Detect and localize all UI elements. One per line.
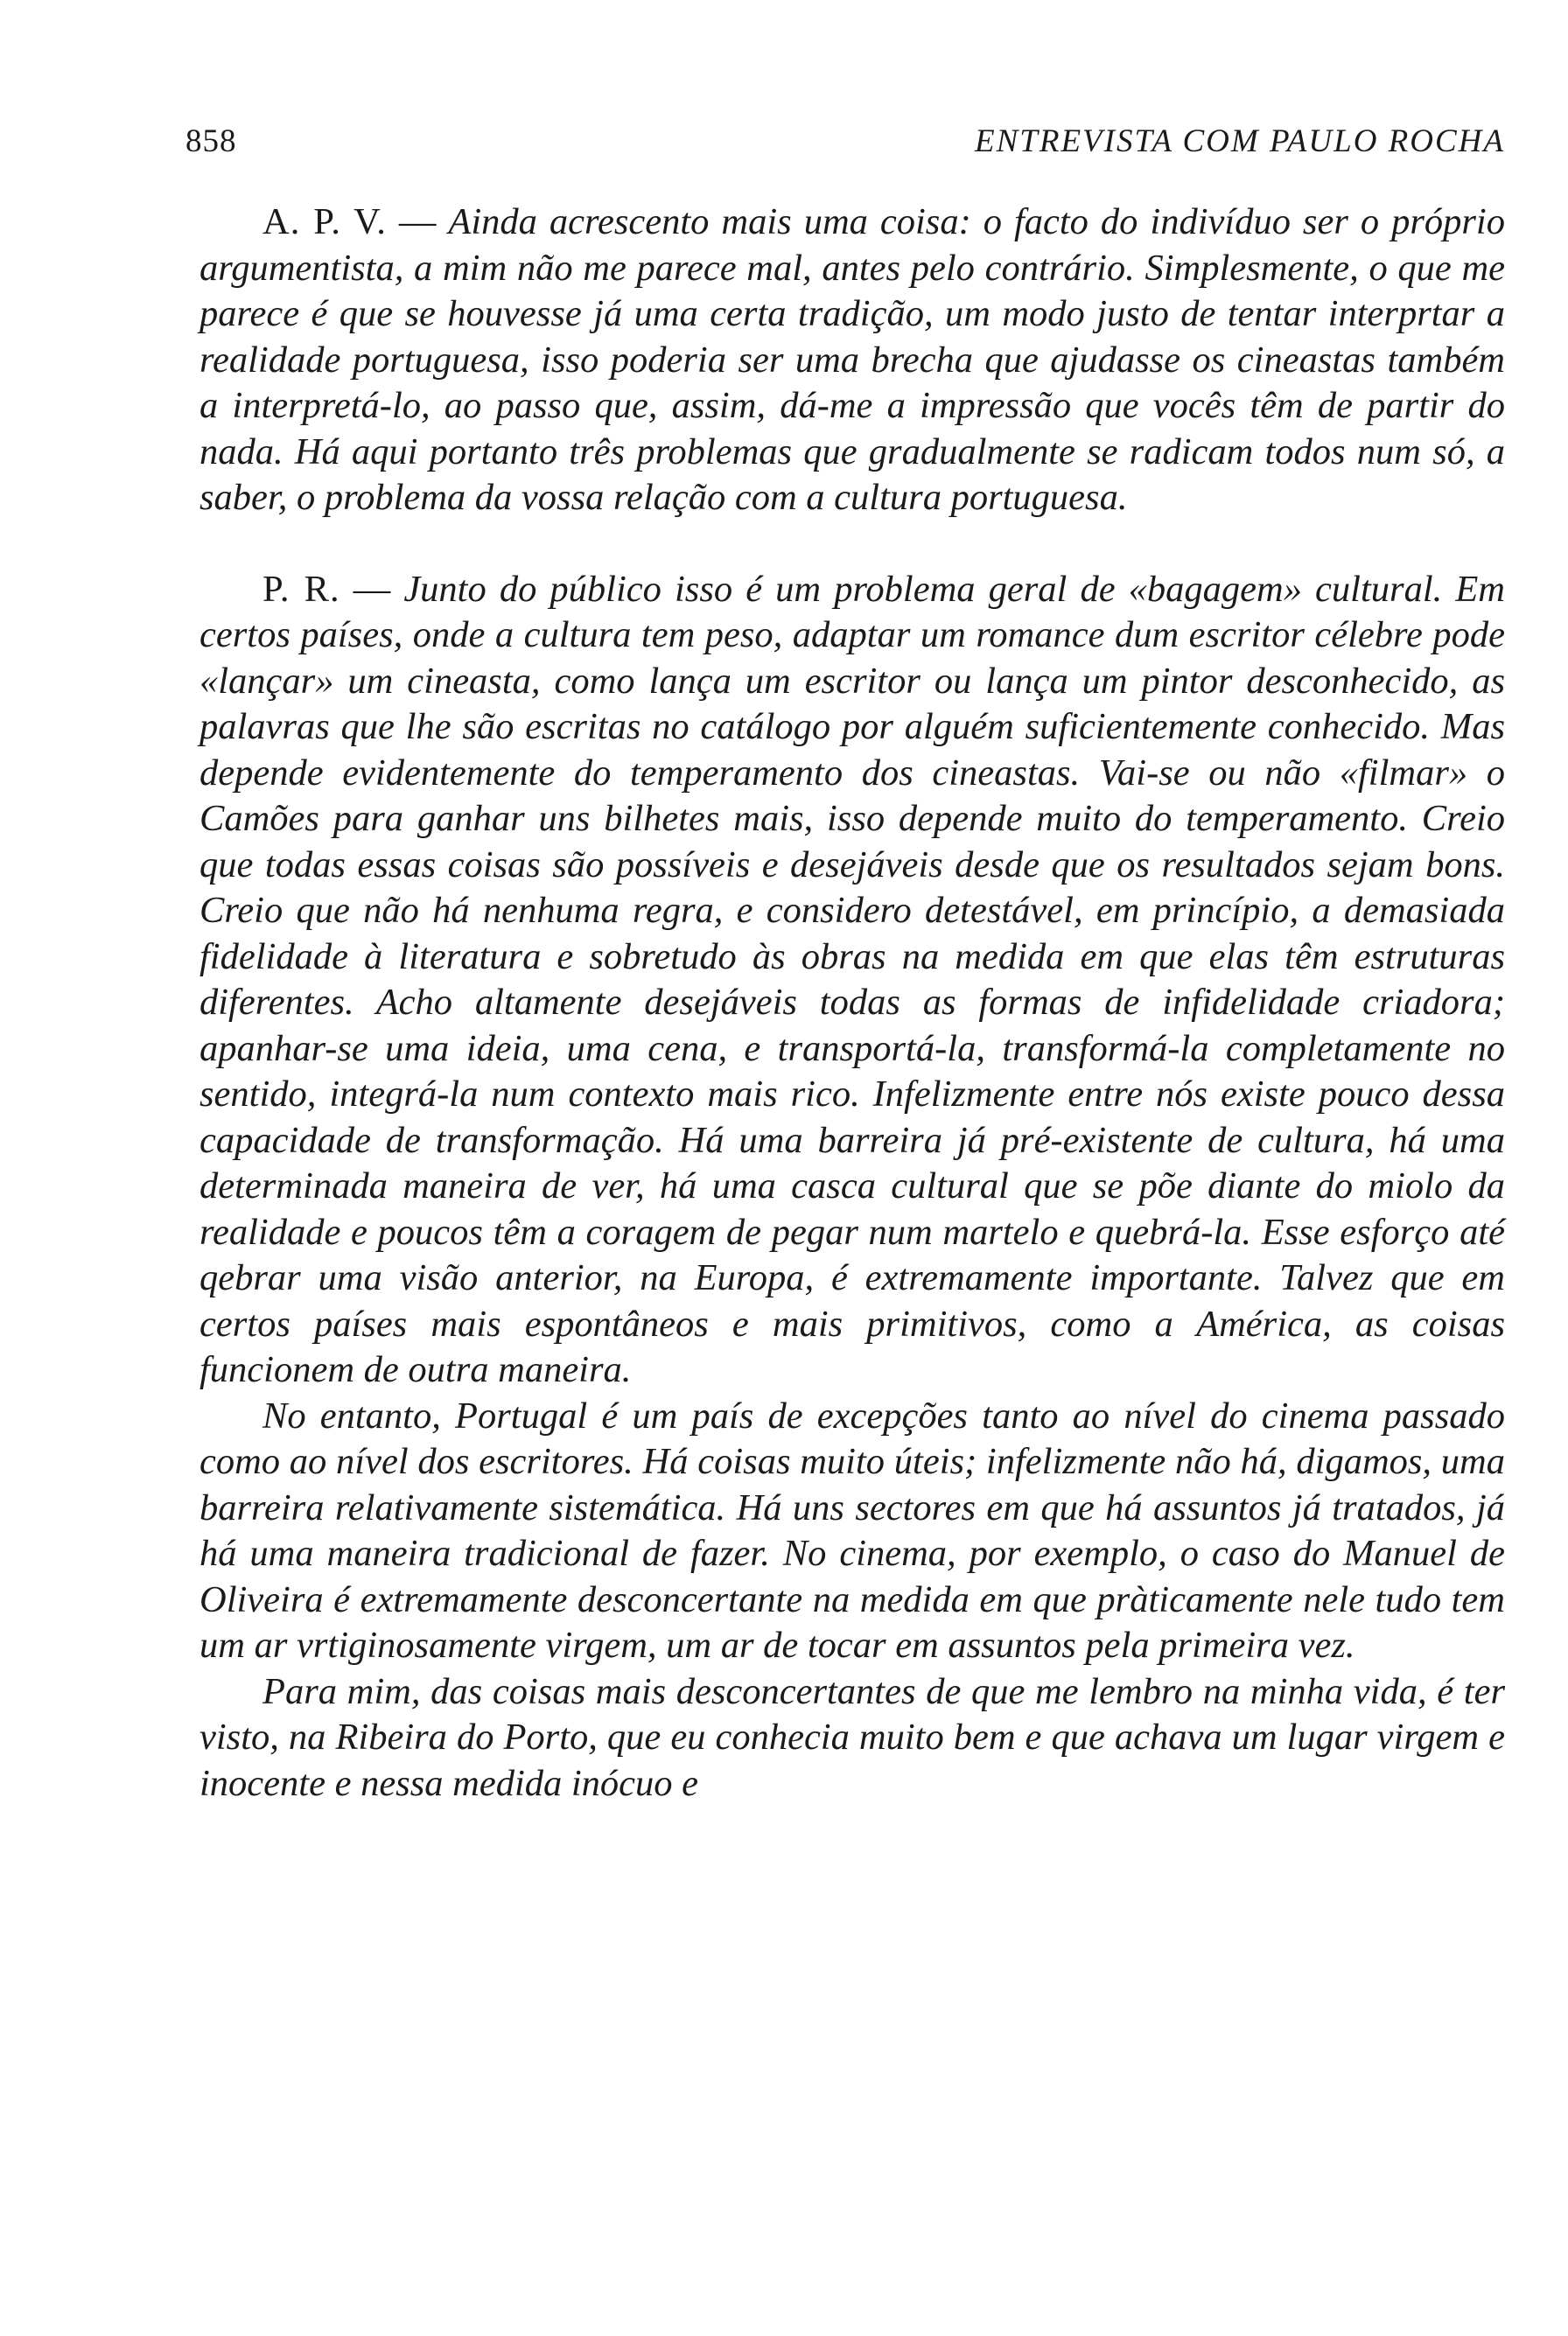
page-number: 858 (186, 123, 237, 159)
paragraph-continuation-1 (200, 1394, 1505, 1669)
paragraph-text: Junto do público isso é um problema geral de «bagagem» cultural. Em certos países, onde a cultura tem peso, adaptar um romance dum escritor célebre pode «lançar» um cineasta, como lança um escritor ou lança um pintor desconhecido, as palavras que lhe são escritas no catálogo por alguém suficientemente conhecido. Mas depende evidentemente do temperamento dos cineastas. Vai-se ou não «filmar» o Camões para ganhar uns bilhetes mais, isso depende muito do temperamento. Creio que todas essas coisas são possíveis e desejáveis desde que os resultados sejam bons. Creio que não há nenhuma regra, e considero detestável, em princípio, a demasiada fidelidade à literatura e sobretudo às obras na medida em que elas têm estruturas diferentes. Acho altamente desejáveis todas as formas de infidelidade criadora; apanhar-se uma ideia, uma cena, e transportá-la, transformá-la completamente no sentido, integrá-la num contexto mais rico. Infelizmente entre nós existe pouco dessa capacidade de transformação. Há uma barreira já pré-existente de cultura, há uma determinada maneira de ver, há uma casca cultural que se põe diante do miolo da realidade e poucos têm a coragem de pegar num martelo e quebrá-la. Esse esforço até qebrar uma visão anterior, na Europa, é extremamente importante. Talvez que em certos países mais espontâneos e mais primitivos, como a América, as coisas funcionem de outra maneira. (200, 568, 1505, 1390)
body-text (200, 199, 1505, 1807)
speaker-label: A. P. V. (262, 201, 387, 242)
speaker-dash: — (386, 201, 449, 242)
paragraph-apv-question (200, 199, 1505, 521)
speaker-dash: — (340, 568, 404, 610)
paragraph-text: Para mim, das coisas mais desconcertantes de que me lembro na minha vida, é ter visto, na Ribeira do Porto, que eu conhecia muito bem e que achava um lugar virgem e inocente e nessa medida inócuo e (200, 1670, 1505, 1804)
speaker-label: P. R. (262, 568, 340, 610)
page-header (186, 122, 1505, 175)
running-head: ENTREVISTA COM PAULO ROCHA (975, 123, 1505, 159)
paragraph-text: Ainda acrescento mais uma coisa: o facto do indivíduo ser o próprio argumentista, a mim não me parece mal, antes pelo contrário. Simplesmente, o que me parece é que se houvesse já uma certa tradição, um modo justo de tentar interprtar a realidade portuguesa, isso poderia ser uma brecha que ajudasse os cineastas também a interpretá-lo, ao passo que, assim, dá-me a impressão que vocês têm de partir do nada. Há aqui portanto três problemas que gradualmente se radicam todos num só, a saber, o problema da vossa relação com a cultura portuguesa. (200, 201, 1505, 518)
paragraph-text: No entanto, Portugal é um país de excepções tanto ao nível do cinema passado como ao nível dos escritores. Há coisas muito úteis; infelizmente não há, digamos, uma barreira relativamente sistemática. Há uns sectores em que há assuntos já tratados, já há uma maneira tradicional de fazer. No cinema, por exemplo, o caso do Manuel de Oliveira é extremamente desconcertante na medida em que pràticamente nele tudo tem um ar vrtiginosamente virgem, um ar de tocar em assuntos pela primeira vez. (200, 1395, 1505, 1666)
paragraph-pr-answer (200, 567, 1505, 1394)
paragraph-continuation-2 (200, 1669, 1505, 1808)
